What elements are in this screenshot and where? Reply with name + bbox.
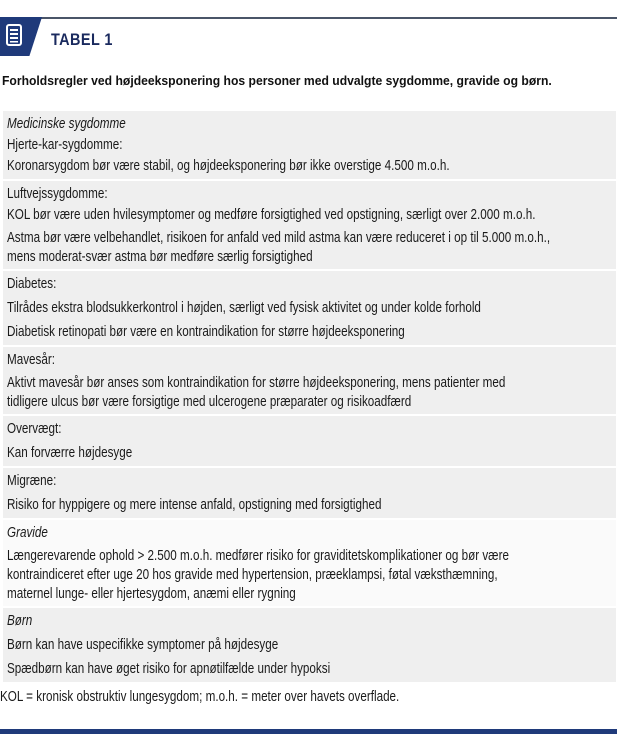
group-hjerte-kar: [3, 111, 616, 181]
group-gravide: [3, 520, 616, 608]
condition-text: Aktivt mavesår bør anses som kontraindikation for større højdeeksponering, mens patienter med: [7, 375, 506, 391]
condition-text: Længerevarende ophold > 2.500 m.o.h. medfører risiko for graviditetskomplikationer og bør være: [7, 548, 509, 564]
condition-text: Koronarsygdom bør være stabil, og højdeeksponering bør ikke overstige 4.500 m.o.h.: [7, 158, 450, 174]
condition-label: Mavesår:: [7, 352, 56, 368]
group-diabetes: [3, 271, 616, 347]
condition-text: Spædbørn kan have øget risiko for apnøtilfælde under hypoksi: [7, 661, 331, 677]
section-heading-medicinske-sygdomme: Medicinske sygdomme: [7, 116, 126, 132]
condition-label: Overvægt:: [7, 421, 62, 437]
condition-label: Hjerte-kar-sygdomme:: [7, 137, 123, 153]
bottom-rule: [0, 729, 617, 734]
condition-label: Luftvejssygdomme:: [7, 186, 108, 202]
condition-text: Risiko for hyppigere og mere intense anfald, opstigning med forsigtighed: [7, 497, 382, 513]
condition-label: Migræne:: [7, 473, 57, 489]
condition-text: Diabetisk retinopati bør være en kontraindikation for større højdeeksponering: [7, 324, 405, 340]
condition-text: Astma bør være velbehandlet, risikoen for anfald ved mild astma kan være reduceret i op til 5.000 m.o.h.,: [7, 230, 551, 246]
group-luftvej: [3, 181, 616, 271]
condition-label: Diabetes:: [7, 276, 57, 292]
condition-text: maternel lunge- eller hjertesygdom, anæmi eller rygning: [7, 586, 296, 602]
table-footnote: KOL = kronisk obstruktiv lungesygdom; m.o.h. = meter over havets overflade.: [0, 689, 400, 705]
group-migraene: [3, 468, 616, 520]
header-rule: [36, 17, 617, 19]
condition-text: tidligere ulcus bør være forsigtige med ulcerogene præparater og risikoadfærd: [7, 394, 412, 410]
condition-text: KOL bør være uden hvilesymptomer og medføre forsigtighed ved opstigning, særligt over 2.000 m.o.h.: [7, 207, 536, 223]
section-heading-gravide: Gravide: [7, 525, 48, 541]
group-boern: [3, 608, 616, 682]
condition-text: Tilrådes ekstra blodsukkerkontrol i højden, særligt ved fysisk aktivitet og under kolde forhold: [7, 300, 481, 316]
condition-text: Kan forværre højdesyge: [7, 445, 133, 461]
condition-text: kontraindiceret efter uge 20 hos gravide med hypertension, præeklampsi, føtal væksthæmning,: [7, 567, 498, 583]
condition-text: Børn kan have uspecifikke symptomer på højdesyge: [7, 637, 279, 653]
section-heading-boern: Børn: [7, 613, 33, 629]
table-badge: [0, 17, 42, 56]
table-caption: Forholdsregler ved højdeeksponering hos personer med udvalgte sygdomme, gravide og børn.: [2, 73, 552, 88]
table-title: TABEL 1: [51, 30, 113, 49]
condition-text: mens moderat-svær astma bør medføre særlig forsigtighed: [7, 249, 313, 265]
precautions-table: [3, 111, 616, 682]
group-mavesaar: [3, 347, 616, 416]
document-list-icon: [6, 24, 22, 46]
group-overvaegt: [3, 416, 616, 468]
